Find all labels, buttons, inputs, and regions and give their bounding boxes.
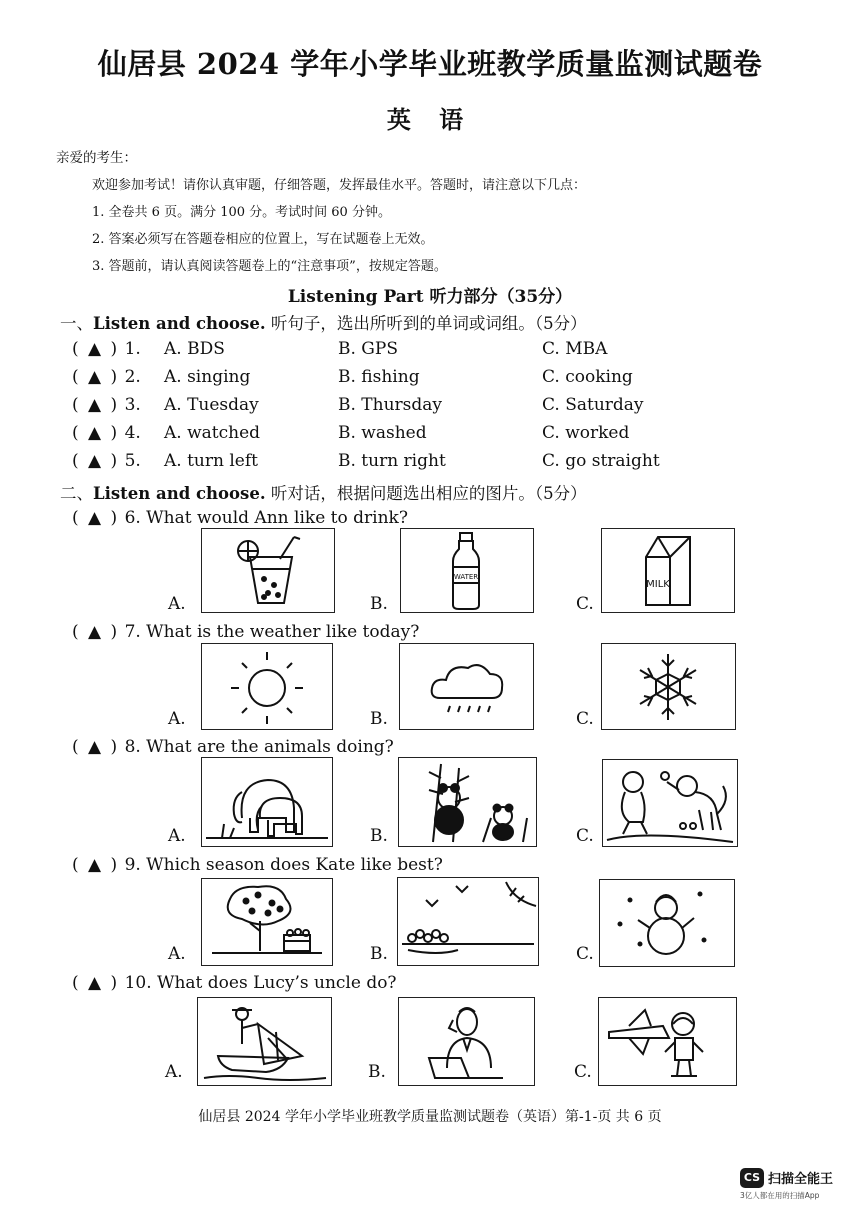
- option-c: C. Saturday: [542, 395, 644, 415]
- choice-label-a: A.: [168, 709, 186, 729]
- question-text: 10. What does Lucy’s uncle do?: [124, 973, 397, 993]
- page-footer: 仙居县 2024 学年小学毕业班教学质量监测试题卷（英语）第-1-页 共 6 页: [198, 1109, 662, 1125]
- water-label: WATER: [453, 573, 479, 581]
- section-1-heading: [60, 310, 587, 334]
- option-a: A. Tuesday: [164, 395, 259, 415]
- question-text: 7. What is the weather like today?: [124, 622, 420, 642]
- question-9: [72, 855, 443, 875]
- milk-label: MILK: [646, 579, 670, 590]
- section-1-instruction: 听句子，选出所听到的单词或词组。（5分）: [265, 314, 587, 333]
- instruction-3: 3. 答题前，请认真阅读答题卷上的“注意事项”，按规定答题。: [92, 259, 447, 274]
- answer-blank[interactable]: ( ▲ ): [72, 973, 120, 993]
- question-text: 9. Which season does Kate like best?: [124, 855, 443, 875]
- rain-cloud-icon[interactable]: [399, 643, 534, 730]
- instruction-intro: 欢迎参加考试！请你认真审题，仔细答题，发挥最佳水平。答题时，请注意以下几点：: [92, 178, 587, 193]
- question-7: [72, 622, 419, 642]
- section-2-heading: [60, 480, 587, 504]
- fisherman-icon[interactable]: [197, 997, 332, 1086]
- option-c: C. cooking: [542, 367, 633, 387]
- water-bottle-icon[interactable]: [400, 528, 534, 613]
- question-5: [72, 451, 141, 471]
- answer-blank[interactable]: ( ▲ ): [72, 339, 120, 359]
- option-c: C. go straight: [542, 451, 660, 471]
- pilot-icon[interactable]: [598, 997, 737, 1086]
- question-8: [72, 737, 394, 757]
- instruction-1: 1. 全卷共 6 页。满分 100 分。考试时间 60 分钟。: [92, 205, 391, 220]
- question-10: [72, 973, 397, 993]
- answer-blank[interactable]: ( ▲ ): [72, 423, 120, 443]
- scanner-watermark: [740, 1167, 840, 1201]
- question-number: 3.: [124, 395, 141, 415]
- option-a: A. BDS: [164, 339, 225, 359]
- option-b: B. turn right: [338, 451, 446, 471]
- choice-label-b: B.: [368, 1062, 386, 1082]
- milk-carton-icon[interactable]: [601, 528, 735, 613]
- snowflake-icon[interactable]: [601, 643, 736, 730]
- question-2: [72, 367, 141, 387]
- question-number: 4.: [124, 423, 141, 443]
- watermark-tagline: 3亿人都在用的扫描App: [740, 1190, 820, 1200]
- greeting: 亲爱的考生：: [56, 150, 137, 166]
- section-1-number: 一、: [60, 314, 93, 333]
- question-6: [72, 508, 408, 528]
- page-title: 仙居县 2024 学年小学毕业班教学质量监测试题卷: [97, 47, 763, 81]
- option-b: B. Thursday: [338, 395, 443, 415]
- listening-part-title: Listening Part 听力部分（35分）: [287, 287, 573, 307]
- sun-icon[interactable]: [201, 643, 333, 730]
- question-4: [72, 423, 141, 443]
- choice-label-c: C.: [576, 944, 594, 964]
- instruction-2: 2. 答案必须写在答题卷相应的位置上，写在试题卷上无效。: [92, 232, 434, 247]
- option-a: A. turn left: [164, 451, 258, 471]
- juice-icon[interactable]: [201, 528, 335, 613]
- answer-blank[interactable]: ( ▲ ): [72, 395, 120, 415]
- snowman-icon[interactable]: [599, 879, 735, 967]
- question-3: [72, 395, 141, 415]
- answer-blank[interactable]: ( ▲ ): [72, 508, 120, 528]
- section-2-bold: Listen and choose.: [93, 484, 266, 503]
- option-c: C. MBA: [542, 339, 608, 359]
- monkeys-icon[interactable]: [602, 759, 738, 847]
- option-b: B. GPS: [338, 339, 398, 359]
- section-2-instruction: 听对话，根据问题选出相应的图片。（5分）: [265, 484, 587, 503]
- choice-label-b: B.: [370, 594, 388, 614]
- subject-title: 英 语: [386, 105, 474, 134]
- autumn-tree-icon[interactable]: [201, 878, 333, 966]
- option-a: A. watched: [164, 423, 261, 443]
- section-2-number: 二、: [60, 484, 93, 503]
- choice-label-c: C.: [576, 826, 594, 846]
- office-worker-icon[interactable]: [398, 997, 535, 1086]
- option-b: B. washed: [338, 423, 427, 443]
- choice-label-c: C.: [576, 709, 594, 729]
- spring-scene-icon[interactable]: [397, 877, 539, 966]
- choice-label-a: A.: [165, 1062, 183, 1082]
- answer-blank[interactable]: ( ▲ ): [72, 451, 120, 471]
- choice-label-a: A.: [168, 594, 186, 614]
- option-b: B. fishing: [338, 367, 420, 387]
- answer-blank[interactable]: ( ▲ ): [72, 855, 120, 875]
- answer-blank[interactable]: ( ▲ ): [72, 737, 120, 757]
- question-1: [72, 339, 141, 359]
- choice-label-b: B.: [370, 826, 388, 846]
- elephants-icon[interactable]: [201, 757, 333, 847]
- choice-label-a: A.: [168, 944, 186, 964]
- choice-label-b: B.: [370, 709, 388, 729]
- question-number: 5.: [124, 451, 141, 471]
- answer-blank[interactable]: ( ▲ ): [72, 622, 120, 642]
- choice-label-c: C.: [574, 1062, 592, 1082]
- question-number: 2.: [124, 367, 141, 387]
- watermark-name: 扫描全能王: [768, 1172, 834, 1187]
- question-text: 8. What are the animals doing?: [124, 737, 394, 757]
- choice-label-c: C.: [576, 594, 594, 614]
- choice-label-b: B.: [370, 944, 388, 964]
- choice-label-a: A.: [168, 826, 186, 846]
- camscanner-logo-icon: CS: [740, 1168, 764, 1188]
- answer-blank[interactable]: ( ▲ ): [72, 367, 120, 387]
- question-text: 6. What would Ann like to drink?: [124, 508, 408, 528]
- option-c: C. worked: [542, 423, 630, 443]
- section-1-bold: Listen and choose.: [93, 314, 266, 333]
- pandas-icon[interactable]: [398, 757, 537, 847]
- question-number: 1.: [124, 339, 141, 359]
- option-a: A. singing: [164, 367, 251, 387]
